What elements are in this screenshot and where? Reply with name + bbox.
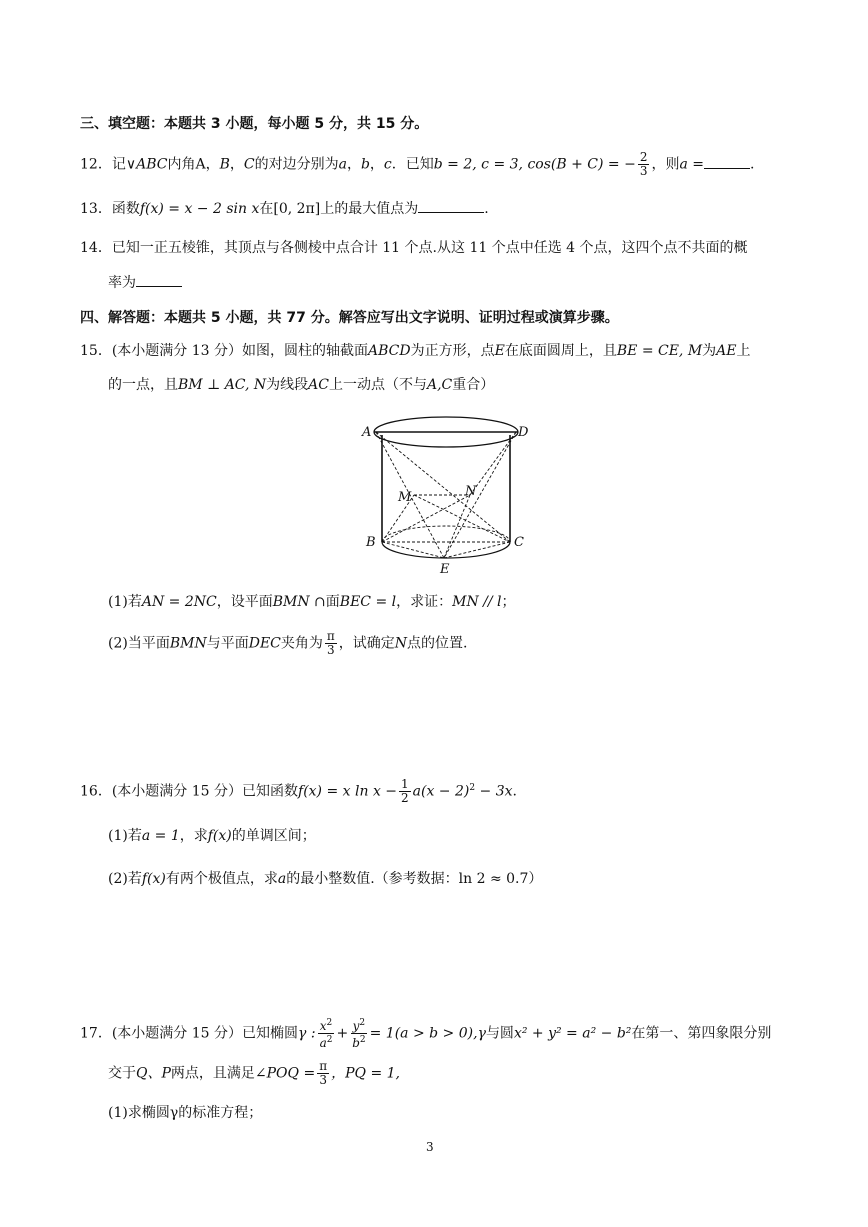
label-C: C	[514, 535, 524, 550]
fraction-numerator: 2	[639, 150, 648, 164]
segment-BN	[382, 495, 470, 542]
q13-function: f(x) = x − 2 sin x	[139, 201, 260, 217]
q17-part1	[108, 1103, 262, 1123]
q16-part1	[108, 826, 316, 846]
q17-number: 17．	[80, 1025, 112, 1042]
q12-B: B	[219, 156, 230, 173]
q17-angle: ∠POQ =	[254, 1065, 316, 1082]
fraction-denominator: 3	[319, 1073, 327, 1087]
q12-sep: ，	[346, 156, 361, 173]
q16-f: f(x)	[207, 828, 232, 844]
bottom-back-arc	[382, 526, 510, 542]
q17-x: x	[319, 1019, 327, 1033]
q16-number: 16．	[80, 783, 112, 800]
q17-text: 两点，且满足	[170, 1065, 255, 1082]
q17-text: 在第一、第四象限分别	[631, 1025, 772, 1042]
q12-c: c	[383, 156, 392, 173]
q12-text: 内角	[167, 156, 196, 173]
q17-text: 交于	[108, 1065, 136, 1082]
q17-a: a	[319, 1036, 327, 1050]
q16-text: (本小题满分 15 分）已知函数	[111, 783, 299, 800]
fraction-denominator: 2	[401, 791, 409, 806]
question-13	[80, 198, 489, 219]
q12-sep: ，	[229, 156, 244, 173]
q16-a: a	[277, 871, 287, 887]
q15-n: N	[394, 635, 408, 652]
answer-blank	[704, 154, 750, 169]
q14-text: 率为	[108, 275, 136, 291]
q16-exponent: 2	[469, 783, 476, 793]
q15-plane-dec: DEC	[248, 635, 281, 652]
answer-blank	[418, 198, 484, 213]
q15-part1	[108, 592, 516, 612]
q13-end: .	[484, 201, 489, 217]
q17-text: 与圆	[485, 1025, 514, 1042]
q16-condition: a = 1	[141, 828, 180, 844]
answer-blank	[136, 272, 182, 287]
q12-a: a	[338, 156, 347, 173]
q15-text: ，求证：	[396, 594, 453, 610]
q16-end: .	[512, 783, 517, 800]
q15-text: 上一动点（不与	[329, 377, 427, 393]
q17-circle: x² + y² = a² − b²	[513, 1025, 632, 1042]
q15-text: 为线段	[266, 377, 309, 393]
q16-part1-label: (1)若	[108, 828, 142, 844]
q12-A: A	[195, 156, 206, 173]
segment-AC	[376, 432, 510, 542]
label-A: A	[362, 425, 372, 440]
q12-b: b	[360, 156, 370, 173]
q17-gamma: γ	[477, 1025, 486, 1042]
q12-abc: ABC	[136, 156, 168, 173]
fraction-denominator: 3	[639, 164, 648, 178]
q17-y: y	[352, 1019, 360, 1033]
q15-condition: BE = CE, M	[616, 343, 703, 359]
q12-C: C	[243, 156, 255, 173]
q15-ac: AC	[308, 377, 329, 393]
q16-text: 的最小整数值.（参考数据：	[286, 871, 459, 887]
q16-function: f(x) = x ln x −	[298, 783, 398, 800]
question-14	[80, 238, 748, 258]
question-17	[80, 1017, 771, 1050]
q16-text: 有两个极值点，求	[165, 871, 278, 887]
q14-number: 14．	[80, 240, 112, 256]
q17-part1: (1)求椭圆γ的标准方程；	[108, 1105, 263, 1121]
q16-end: ）	[528, 871, 543, 887]
q16-text: 的单调区间；	[231, 828, 316, 844]
q15-text: 为正方形，点	[410, 343, 495, 359]
segment-NE	[444, 495, 470, 558]
q12-sep: ，	[205, 156, 220, 173]
q15-part2	[108, 630, 467, 657]
question-17-line2	[108, 1060, 400, 1087]
q17-x-fraction	[318, 1017, 335, 1050]
q15-text: 与平面	[206, 635, 249, 652]
q15-number: 15．	[80, 343, 112, 359]
question-15-line2	[108, 375, 494, 395]
fraction-numerator: π	[326, 629, 335, 643]
q13-text: 上的最大值点为	[320, 201, 419, 217]
question-12	[80, 151, 754, 178]
segment-ND	[470, 432, 516, 495]
label-M: M	[398, 490, 412, 505]
bottom-front-arc	[382, 542, 510, 558]
q13-text: 函数	[111, 201, 140, 217]
q15-ae: AE	[716, 343, 737, 359]
q15-text: 上	[736, 343, 751, 359]
q16-function: − 3x	[475, 783, 513, 800]
q17-angle-fraction	[317, 1060, 329, 1087]
q12-text: ，则	[651, 156, 680, 173]
q17-gamma: γ :	[298, 1025, 316, 1042]
q15-text: 为	[702, 343, 717, 359]
question-15	[80, 341, 751, 361]
q12-sep: ，	[369, 156, 384, 173]
q17-b: b	[352, 1036, 360, 1050]
q16-fraction	[399, 778, 411, 805]
q13-number: 13．	[80, 201, 112, 217]
q15-text: 在底面圆周上，且	[504, 343, 617, 359]
q12-text: 的对边分别为	[254, 156, 339, 173]
label-D: D	[518, 425, 529, 440]
q15-abcd: ABCD	[368, 343, 411, 359]
q13-interval: [0, 2π]	[273, 201, 321, 217]
q17-plus: +	[336, 1025, 349, 1042]
q17-y-fraction	[350, 1017, 367, 1050]
q16-part2-label: (2)若	[108, 871, 142, 887]
q15-text: 面	[325, 594, 340, 610]
q15-text: (本小题满分 13 分）如图，圆柱的轴截面	[111, 343, 369, 359]
q16-reference: ln 2 ≈ 0.7	[458, 871, 529, 887]
q17-qp: Q、P	[136, 1065, 171, 1082]
q15-part2-label: (2)当平面	[108, 635, 170, 652]
q16-function: a(x − 2)	[412, 783, 470, 800]
q17-text: (本小题满分 15 分）已知椭圆	[111, 1025, 299, 1042]
q15-goal: MN // l	[452, 594, 502, 610]
q12-fraction	[638, 151, 650, 178]
cylinder-figure	[360, 415, 540, 580]
label-E: E	[440, 562, 450, 577]
q15-part1-condition: AN = 2NC	[141, 594, 217, 610]
q17-pq: ，PQ = 1,	[331, 1065, 400, 1082]
q17-exp: 2	[359, 1018, 366, 1028]
question-16	[80, 778, 517, 805]
q12-text: 记	[111, 156, 126, 173]
triangle-symbol: ∨	[125, 156, 137, 173]
q15-text: 点的位置.	[407, 635, 468, 652]
label-N: N	[465, 484, 477, 499]
q15-text: 的一点，且	[108, 377, 178, 393]
q15-text: 重合）	[452, 377, 495, 393]
q16-text: ，求	[179, 828, 208, 844]
q15-text: 夹角为	[280, 635, 323, 652]
section3-heading: 三、填空题：本题共 3 小题，每小题 5 分，共 15 分。	[80, 116, 429, 132]
q17-condition: = 1(a > b > 0),	[369, 1025, 478, 1042]
q15-end: ；	[501, 594, 516, 610]
q15-plane-bec: BEC = l	[339, 594, 397, 610]
q12-number: 12．	[80, 156, 112, 173]
q16-f: f(x)	[141, 871, 166, 887]
q12-ask: a =	[679, 156, 704, 173]
q13-text: 在	[259, 201, 274, 217]
q15-plane-bmn: BMN	[169, 635, 207, 652]
q12-text: ．已知	[391, 156, 434, 173]
q15-plane: BMN ∩	[272, 594, 326, 610]
q12-condition: b = 2, c = 3, cos(B + C) = −	[433, 156, 636, 173]
q16-part2	[108, 869, 542, 889]
q15-e: E	[494, 343, 505, 359]
q17-exp: 2	[359, 1035, 366, 1045]
q17-exp: 2	[326, 1035, 333, 1045]
q15-condition: BM ⊥ AC, N	[178, 377, 267, 393]
fraction-denominator: 3	[327, 643, 335, 657]
section4-heading: 四、解答题：本题共 5 小题，共 77 分。解答应写出文字说明、证明过程或演算步骤。	[80, 310, 619, 326]
label-B: B	[366, 535, 376, 550]
q12-end: .	[750, 156, 755, 173]
q15-text: ，试确定	[338, 635, 395, 652]
fraction-numerator: π	[319, 1059, 328, 1073]
q17-exp: 2	[326, 1018, 333, 1028]
q15-angle-fraction	[325, 630, 337, 657]
fraction-numerator: 1	[401, 777, 409, 792]
q15-ac: A,C	[427, 377, 453, 393]
q15-text: ，设平面	[216, 594, 273, 610]
page-number: 3	[426, 1140, 434, 1154]
question-14-line2	[108, 272, 182, 293]
q15-part1-label: (1)若	[108, 594, 142, 610]
q14-text: 已知一正五棱锥，其顶点与各侧棱中点合计 11 个点.从这 11 个点中任选 4 个点，这四个点不共面的概	[111, 240, 748, 256]
